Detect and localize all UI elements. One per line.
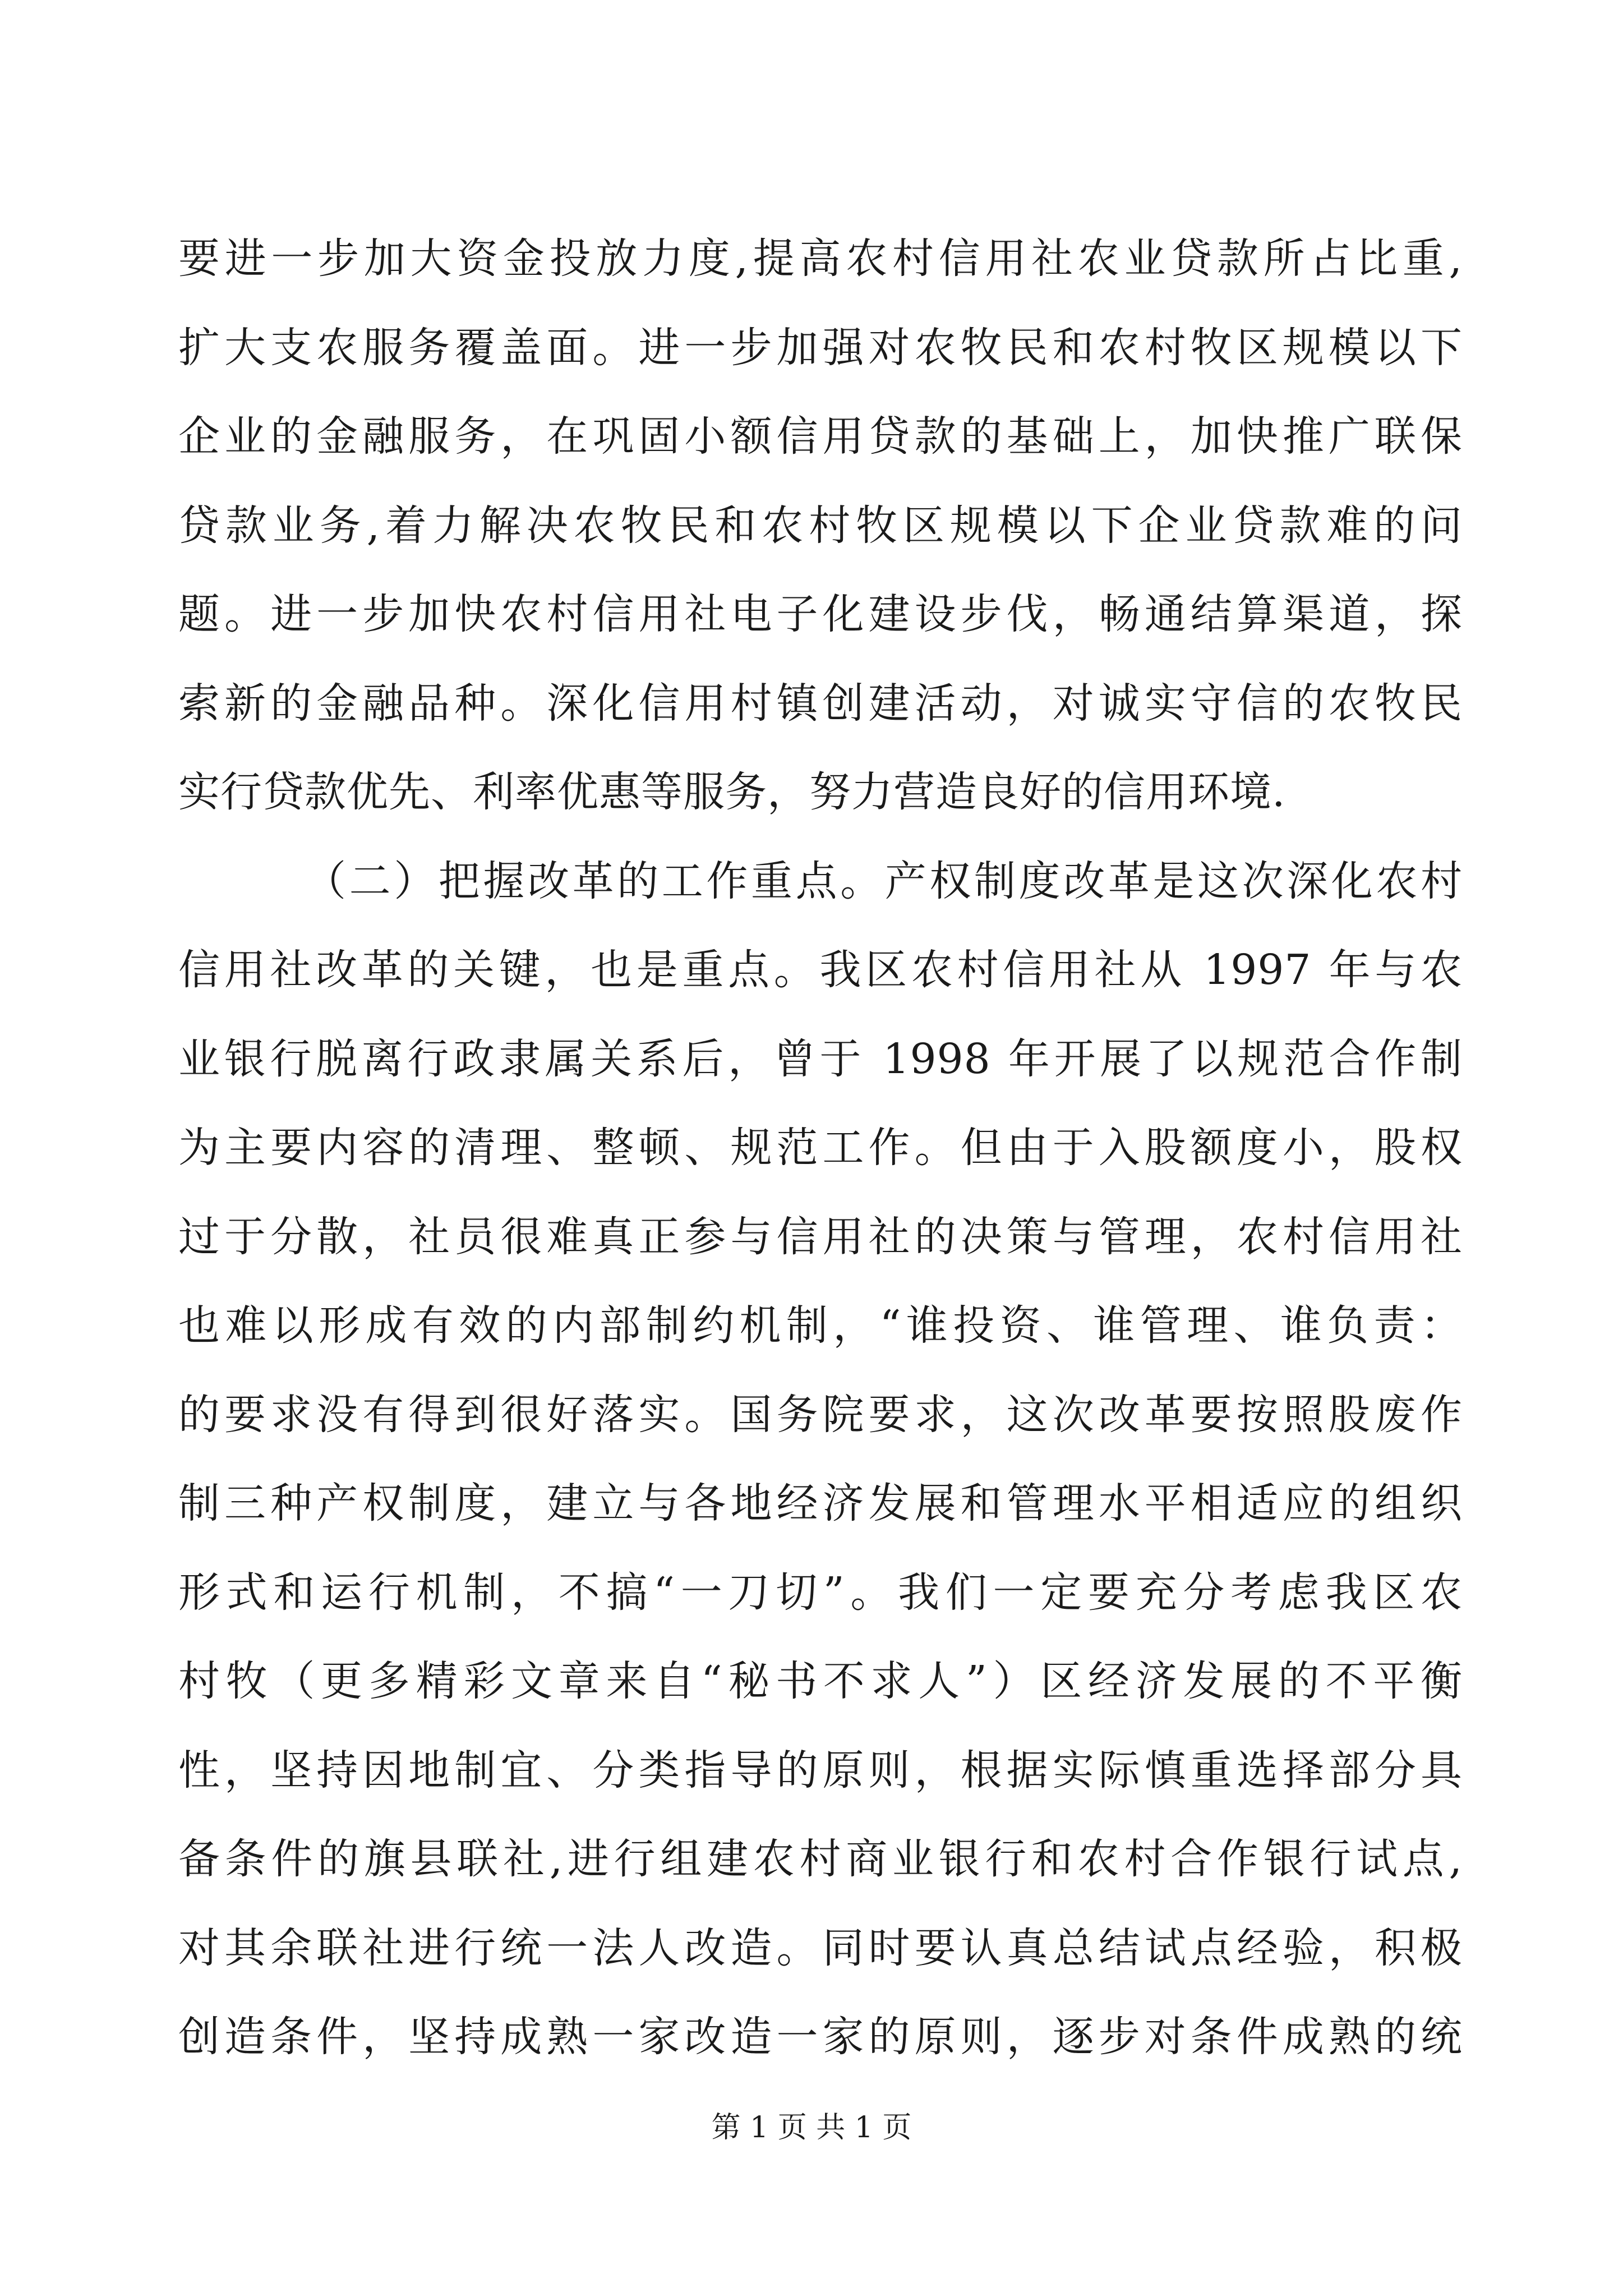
text-line: 索新的金融品种。深化信用村镇创建活动，对诚实守信的农牧民 [178,679,1463,728]
text-line: 信用社改革的关键，也是重点。我区农村信用社从 1997 年与农 [178,946,1463,994]
text-line: 创造条件，坚持成熟一家改造一家的原则，逐步对条件成熟的统 [178,2013,1463,2061]
text-line: 制三种产权制度，建立与各地经济发展和管理水平相适应的组织 [178,1479,1463,1527]
text-line: 实行贷款优先、利率优惠等服务，努力营造良好的信用环境. [178,768,1286,816]
text-line: 扩大支农服务覆盖面。进一步加强对农牧民和农村牧区规模以下 [178,323,1463,372]
text-line: 形式和运行机制，不搞“一刀切”。我们一定要充分考虑我区农 [178,1568,1463,1617]
text-line: 企业的金融服务，在巩固小额信用贷款的基础上，加快推广联保 [178,412,1463,461]
text-line: 的要求没有得到很好落实。国务院要求，这次改革要按照股废作 [178,1390,1463,1439]
text-line: 备条件的旗县联社,进行组建农村商业银行和农村合作银行试点, [178,1835,1463,1883]
text-line: 性，坚持因地制宜、分类指导的原则，根据实际慎重选择部分具 [178,1746,1463,1795]
text-line: 业银行脱离行政隶属关系后，曾于 1998 年开展了以规范合作制 [178,1034,1463,1083]
text-line: 要进一步加大资金投放力度,提高农村信用社农业贷款所占比重, [178,234,1463,283]
page-footer [0,2104,1623,2146]
document-body [178,214,1463,2082]
text-line: 村牧（更多精彩文章来自“秘书不求人”）区经济发展的不平衡 [178,1657,1463,1705]
text-line: 也难以形成有效的内部制约机制，“谁投资、谁管理、谁负责： [178,1301,1463,1350]
text-line: 过于分散，社员很难真正参与信用社的决策与管理，农村信用社 [178,1212,1463,1261]
text-line: 对其余联社进行统一法人改造。同时要认真总结试点经验，积极 [178,1924,1463,1972]
text-line: 为主要内容的清理、整顿、规范工作。但由于入股额度小，股权 [178,1124,1463,1172]
text-line: 贷款业务,着力解决农牧民和农村牧区规模以下企业贷款难的问 [178,501,1463,550]
section-heading-line: （二）把握改革的工作重点。产权制度改革是这次深化农村 [305,857,1463,905]
page-number: 第 1 页 共 1 页 [711,2111,912,2145]
text-line: 题。进一步加快农村信用社电子化建设步伐，畅通结算渠道，探 [178,590,1463,638]
